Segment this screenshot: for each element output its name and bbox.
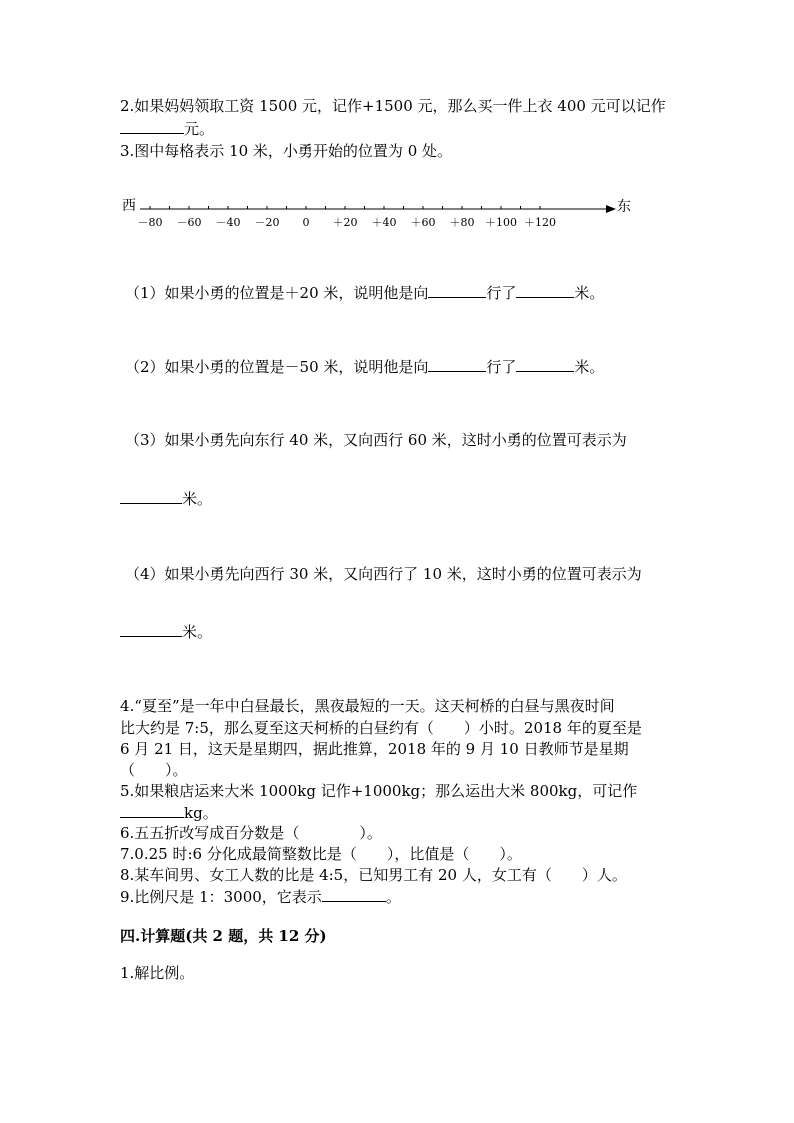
question-6: 6.五五折改写成百分数是（ ）。	[120, 824, 382, 842]
question-3-3: （3）如果小勇先向东行 40 米，又向西行 60 米，这时小勇的位置可表示为	[125, 431, 627, 449]
question-3-4-answer: 米。	[120, 621, 212, 643]
distance-blank[interactable]	[516, 282, 574, 298]
west-label: 西	[122, 198, 136, 214]
arrow-head	[606, 205, 616, 213]
question-3-3-answer: 米。	[120, 488, 212, 510]
question-3-2: （2）如果小勇的位置是－50 米，说明他是向 行了 米。	[125, 358, 605, 376]
question-4-line-2: 比大约是 7:5，那么夏至这天柯桥的白昼约有（ ）小时。2018 年的夏至是	[120, 719, 642, 737]
tick-label: ＋40	[371, 216, 397, 229]
tick-label: －80	[137, 216, 163, 229]
question-4-line-4: （ ）。	[120, 761, 188, 779]
tick-label: 0	[302, 216, 310, 229]
number-line	[0, 190, 794, 240]
direction-blank[interactable]	[428, 282, 486, 298]
question-4-line-3: 6 月 21 日，这天是星期四，据此推算，2018 年的 9 月 10 日教师节是星期	[120, 740, 629, 758]
question-3: 3.图中每格表示 10 米，小勇开始的位置为 0 处。	[120, 142, 453, 160]
question-5-continuation: kg。	[120, 802, 218, 824]
question-7: 7.0.25 时:6 分化成最简整数比是（ ），比值是（ ）。	[120, 845, 522, 863]
question-5: 5.如果粮店运来大米 1000kg 记作+1000kg；那么运出大米 800kg，可记作	[120, 782, 638, 800]
ticks	[150, 206, 540, 209]
position-blank[interactable]	[120, 488, 182, 504]
position-blank[interactable]	[120, 621, 182, 637]
tick-labels	[138, 216, 557, 229]
question-3-1: （1）如果小勇的位置是＋20 米，说明他是向 行了 米。	[125, 284, 605, 302]
east-label: 东	[617, 199, 631, 215]
tick-label: ＋120	[524, 216, 556, 229]
tick-label: －20	[254, 216, 280, 229]
tick-label: ＋20	[332, 216, 358, 229]
calc-question-1: 1.解比例。	[120, 964, 195, 982]
tick-label: －60	[176, 216, 202, 229]
question-2: 2.如果妈妈领取工资 1500 元，记作+1500 元，那么买一件上衣 400 元可以记作	[120, 97, 666, 115]
tick-label: －40	[215, 216, 241, 229]
answer-blank[interactable]	[120, 118, 184, 134]
question-2-continuation: 元。	[120, 118, 214, 140]
tick-label: ＋60	[410, 216, 436, 229]
tick-label: ＋80	[449, 216, 475, 229]
question-3-4: （4）如果小勇先向西行 30 米，又向西行了 10 米，这时小勇的位置可表示为	[125, 565, 642, 583]
section-title: 四.计算题(共 2 题，共 12 分)	[120, 927, 327, 945]
direction-blank[interactable]	[428, 356, 486, 372]
tick-label: ＋100	[485, 216, 517, 229]
answer-blank[interactable]	[322, 886, 386, 902]
distance-blank[interactable]	[516, 356, 574, 372]
question-9: 9.比例尺是 1：3000，它表示 。	[120, 888, 401, 906]
answer-blank[interactable]	[120, 802, 184, 818]
question-8: 8.某车间男、女工人数的比是 4:5，已知男工有 20 人，女工有（ ）人。	[120, 866, 627, 884]
question-4-line-1: 4.“夏至”是一年中白昼最长，黑夜最短的一天。这天柯桥的白昼与黑夜时间	[120, 697, 615, 715]
